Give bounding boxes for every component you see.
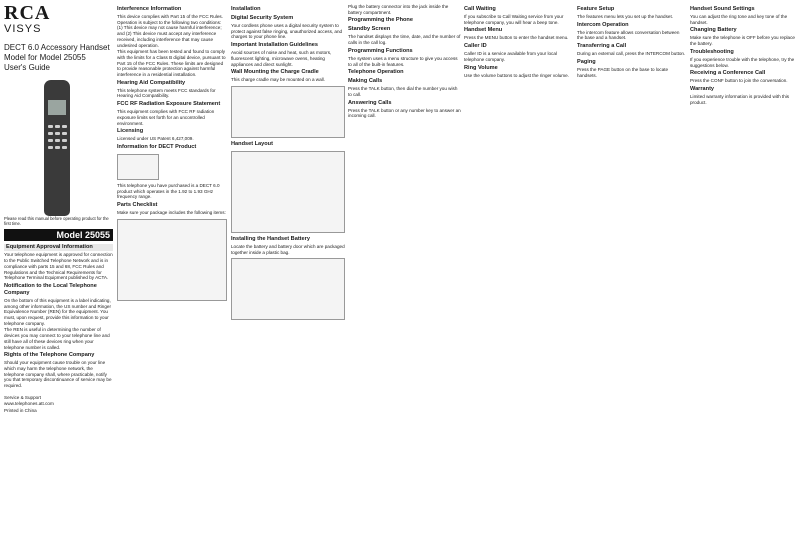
paragraph: Caller ID is a service available from your local telephone company. xyxy=(464,51,557,62)
paragraph: Plug the battery connector into the jack inside the battery compartment. xyxy=(348,4,449,15)
paragraph: Should your equipment cause trouble on your line which may harm the telephone network, the telephone company shall, where practicable, notify you that temporary discontinuance of service may be required. xyxy=(4,360,112,389)
paragraph: The intercom feature allows conversation between the base and a handset. xyxy=(577,29,680,41)
section-heading: Hearing Aid Compatibility xyxy=(117,79,186,86)
section-heading: Standby Screen xyxy=(348,26,391,33)
section-heading: Programming the Phone xyxy=(348,17,413,24)
cover-title-3: User's Guide xyxy=(4,63,50,72)
column-2 xyxy=(117,4,227,538)
section-heading: Changing Battery xyxy=(690,27,737,34)
paragraph: Press the CONF button to join the conversation. xyxy=(690,78,788,84)
section-heading: Making Calls xyxy=(348,78,383,85)
section-heading: Caller ID xyxy=(464,43,487,50)
cover-title-2: Model for Model 25055 xyxy=(4,53,86,62)
section-heading: Equipment Approval Information xyxy=(4,244,113,251)
parts-figure xyxy=(117,219,227,301)
paragraph: Licensed under US Patent 6,427,009. xyxy=(117,136,194,142)
footer-line: Service & Support xyxy=(4,394,42,400)
paragraph: This equipment complies with FCC RF radiation exposure limits set forth for an uncontrolled environment. xyxy=(117,109,215,126)
column-7 xyxy=(690,4,798,538)
brand-sublogo: VISYS xyxy=(4,23,42,35)
paragraph: This telephone you have purchased is a DECT 6.0 product which operates in the 1.92 to 1.93 GHz frequency range. xyxy=(117,182,220,200)
paragraph: This equipment has been tested and found to comply with the limits for a Class B digital device, pursuant to Part 15 of the FCC Rules. These limits are designed to provide reasonable protection against harmful interference in a residential installation. xyxy=(117,49,226,78)
paragraph: The features menu lets you set up the handset. xyxy=(577,14,674,19)
column-5 xyxy=(464,4,575,538)
paragraph: Press the MENU button to enter the handset menu. xyxy=(464,35,569,41)
section-heading: Paging xyxy=(577,58,596,65)
paragraph: The handset displays the time, date, and the number of calls in the call log. xyxy=(348,34,461,46)
section-heading: Receiving a Conference Call xyxy=(690,70,766,77)
section-heading: Important Installation Guidelines xyxy=(231,42,319,49)
section-heading: Rights of the Telephone Company xyxy=(4,352,95,359)
column-6 xyxy=(577,4,687,538)
paragraph: Locate the battery and battery door which are packaged together inside a plastic bag. xyxy=(231,243,345,255)
cover-caption: Please read this manual before operating product for the first time. xyxy=(4,216,109,227)
section-heading: Feature Setup xyxy=(577,6,615,12)
section-heading: Telephone Operation xyxy=(348,69,404,76)
section-heading: Handset Sound Settings xyxy=(690,6,755,12)
paragraph: Use the volume buttons to adjust the ringer volume. xyxy=(464,72,569,78)
section-heading: Interference Information xyxy=(117,6,182,12)
paragraph: Press the TALK button or any number key to answer an incoming call. xyxy=(348,107,461,119)
paragraph: Limited warranty information is provided with this product. xyxy=(690,93,790,105)
section-heading: Licensing xyxy=(117,128,144,135)
wall-mount-figure xyxy=(231,86,345,138)
column-3 xyxy=(231,4,345,538)
section-heading: Information for DECT Product xyxy=(117,143,197,150)
section-heading: Answering Calls xyxy=(348,99,392,106)
section-heading: Wall Mounting the Charge Cradle xyxy=(231,69,319,76)
section-heading: Digital Security System xyxy=(231,15,294,21)
battery-figure xyxy=(231,258,345,320)
paragraph: Your telephone equipment is approved for connection to the Public Switched Telephone Network and is in compliance with parts 15 and 68, FCC Rules and Regulations and the Technical Requirements for Telephone Terminal Equipment published by ACTA. xyxy=(4,252,113,281)
paragraph: Make sure your package includes the following items: xyxy=(117,210,226,216)
cover-column xyxy=(4,4,113,538)
paragraph: Press the TALK button, then dial the number you wish to call. xyxy=(348,86,458,97)
paragraph: Press the PAGE button on the base to locate handsets. xyxy=(577,66,669,78)
paragraph: This charge cradle may be mounted on a wall. xyxy=(231,77,325,83)
section-heading: Installing the Handset Battery xyxy=(231,235,310,242)
footer-line: www.telephones.att.com xyxy=(4,401,54,407)
section-heading: Parts Checklist xyxy=(117,202,158,209)
cover-title-1: DECT 6.0 Accessory Handset xyxy=(4,43,110,52)
paragraph: The REN is useful in determining the number of devices you may connect to your telephone line and still have all of these devices ring when your telephone number is called. xyxy=(4,327,110,350)
paragraph: The system uses a menu structure to give you access to all of the built-in features. xyxy=(348,55,458,67)
handset-layout-figure xyxy=(231,151,345,233)
model-label: Model 25055 xyxy=(4,229,113,241)
paragraph: If you experience trouble with the telephone, try the suggestions below. xyxy=(690,56,795,68)
section-heading: Handset Layout xyxy=(231,140,273,147)
paragraph: Avoid sources of noise and heat, such as motors, fluorescent lighting, microwave ovens, heating appliances and direct sunlight. xyxy=(231,50,332,67)
section-heading: Programming Functions xyxy=(348,47,413,54)
paragraph: On the bottom of this equipment is a label indicating, among other information, the US number and Ringer Equivalence Number (REN) for the equipment. You must, upon request, provide this information to your telephone company. xyxy=(4,297,111,326)
paragraph: This telephone system meets FCC standards for Hearing Aid Compatibility. xyxy=(117,87,216,99)
paragraph: Your cordless phone uses a digital security system to protect against false ringing, unauthorized access, and charges to your phone line. xyxy=(231,23,343,40)
section-heading: Call Waiting xyxy=(464,6,496,12)
section-heading: Ring Volume xyxy=(464,64,498,71)
section-heading: Warranty xyxy=(690,85,715,92)
footer-line: Printed in China xyxy=(4,408,37,414)
brand-logo: RCA xyxy=(4,4,51,24)
handset-illustration xyxy=(38,80,78,216)
paragraph: This device complies with Part 15 of the FCC Rules. Operation is subject to the following two conditions: (1) This device may not cause harmful interference; and (2) This device must accept any interference received, including interference that may cause undesired operation. xyxy=(117,14,223,48)
section-heading: Handset Menu xyxy=(464,27,503,34)
column-4 xyxy=(348,4,462,538)
section-heading: Intercom Operation xyxy=(577,21,629,28)
section-heading: Installation xyxy=(231,6,261,12)
section-heading: Notification to the Local Telephone Company xyxy=(4,282,97,296)
section-heading: FCC RF Radiation Exposure Statement xyxy=(117,101,221,108)
section-heading: Troubleshooting xyxy=(690,48,734,55)
dect-logo-figure xyxy=(117,154,159,180)
paragraph: During an external call, press the INTERCOM button. xyxy=(577,51,686,57)
paragraph: You can adjust the ring tone and key tone of the handset. xyxy=(690,14,788,25)
paragraph: If you subscribe to Call Waiting service from your telephone company, you will hear a beep tone. xyxy=(464,14,564,25)
paragraph: Make sure the telephone is OFF before you replace the battery. xyxy=(690,35,795,47)
section-heading: Transferring a Call xyxy=(577,43,627,50)
